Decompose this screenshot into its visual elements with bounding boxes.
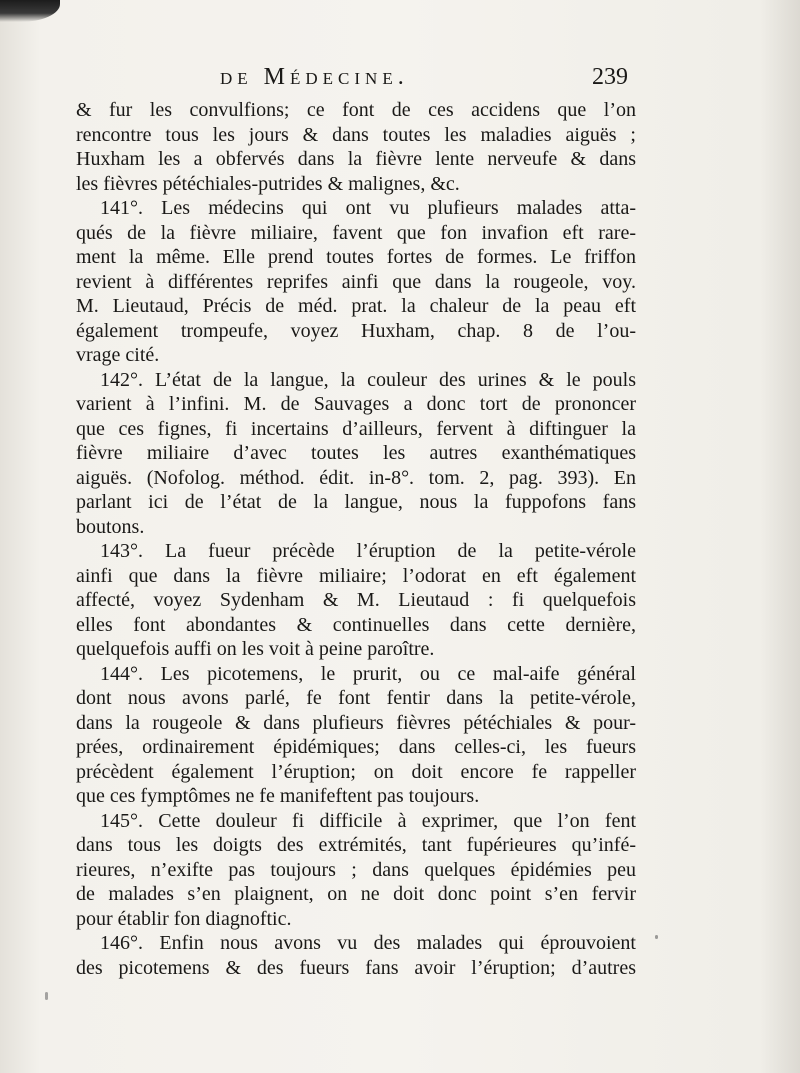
text-line: M. Lieutaud, Précis de méd. prat. la chaleur de la peau eft [76,295,636,317]
text-line: fièvre miliaire d’avec toutes les autres exanthématiques [76,442,636,464]
text-line: aiguës. (Nofolog. méthod. édit. in-8°. tom. 2, pag. 393). En [76,466,636,489]
text-line: rencontre tous les jours & dans toutes les maladies aiguës ; [76,123,636,146]
text-line: pour établir fon diagnoftic. [76,907,292,930]
text-line: les fièvres pétéchiales-putrides & malignes, &c. [76,172,460,195]
page-header [0,60,800,96]
scan-corner-shadow [0,0,60,22]
page-number: 239 [592,64,628,90]
text-line: & fur les convulfions; ce font de ces accidens que l’on [76,99,636,121]
text-line: 142°. L’état de la langue, la couleur des urines & le pouls [100,368,636,391]
text-line: parlant ici de l’état de la langue, nous la fuppofons fans [76,491,636,513]
text-line: dans la rougeole & dans plufieurs fièvres pétéchiales & pour- [76,711,636,734]
text-line: elles font abondantes & continuelles dans cette dernière, [76,613,636,636]
text-line: revient à différentes reprifes ainfi que dans la rougeole, voy. [76,270,636,293]
text-line: des picotemens & des fueurs fans avoir l’éruption; d’autres [76,956,636,979]
text-line: précèdent également l’éruption; on doit encore fe rappeller [76,760,636,783]
text-line: 145°. Cette douleur fi difficile à exprimer, que l’on fent [100,809,636,832]
text-line: vrage cité. [76,344,160,366]
text-line: 141°. Les médecins qui ont vu plufieurs malades atta- [100,197,636,219]
text-line: 146°. Enfin nous avons vu des malades qui éprouvoient [100,932,636,954]
text-line: rieures, n’exifte pas toujours ; dans quelques épidémies peu [76,858,636,881]
text-line: ment la même. Elle prend toutes fortes de formes. Le friffon [76,246,636,268]
text-line: quelquefois auffi on les voit à peine paroître. [76,638,435,660]
running-head: de Médecine. [220,64,409,90]
body-text [76,98,636,980]
text-line: Huxham les a obfervés dans la fièvre lente nerveufe & dans [76,148,636,170]
text-line: varient à l’infini. M. de Sauvages a donc tort de prononcer [76,393,636,415]
text-line: affecté, voyez Sydenham & M. Lieutaud : fi quelquefois [76,589,636,611]
text-line: qués de la fièvre miliaire, favent que fon invafion eft rare- [76,221,636,244]
text-line: ainfi que dans la fièvre miliaire; l’odorat en eft également [76,564,636,587]
text-line: dans tous les doigts des extrémités, tant fupérieures qu’infé- [76,834,636,856]
text-line: également trompeufe, voyez Huxham, chap. 8 de l’ou- [76,319,636,342]
scan-speck [45,992,48,1000]
text-line: prées, ordinairement épidémiques; dans celles-ci, les fueurs [76,736,636,758]
text-line: 143°. La fueur précède l’éruption de la petite-vérole [100,540,636,562]
text-line: 144°. Les picotemens, le prurit, ou ce mal-aife général [100,662,636,685]
text-line: de malades s’en plaignent, on ne doit donc point s’en fervir [76,883,636,905]
text-line: dont nous avons parlé, fe font fentir dans la petite-vérole, [76,687,636,709]
text-line: que ces fignes, fi incertains d’ailleurs, fervent à diftinguer la [76,417,636,440]
text-line: boutons. [76,515,145,538]
text-line: que ces fymptômes ne fe manifeftent pas toujours. [76,785,480,807]
scan-speck [655,935,658,939]
